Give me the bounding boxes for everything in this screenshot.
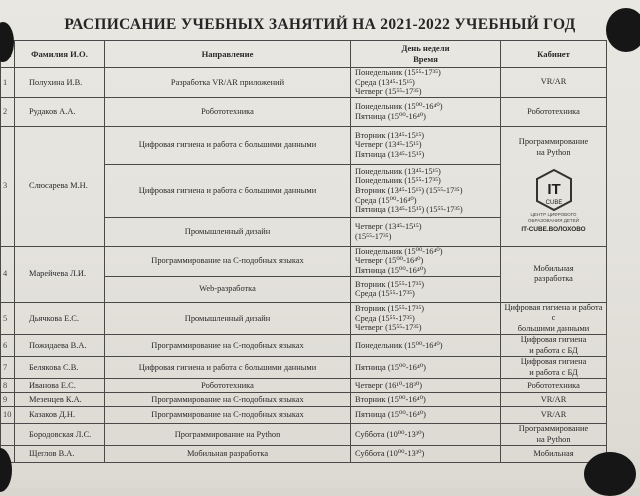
course-direction: Промышленный дизайн [105,217,351,246]
teacher-name: Марейчева Л.И. [15,246,105,302]
row-number [1,424,15,446]
header-day: День недели [401,43,450,53]
table-row [1,302,607,335]
teacher-name: Дьячкова Е.С. [15,302,105,335]
course-direction: Программирование на С-подобных языках [105,335,351,357]
time-slot: Понедельник (15⁵⁵-17³⁵) [355,176,441,186]
time-slot: Пятница (15⁰⁰-16⁴⁰) [355,111,426,121]
room-line: Цифровая гигиена и работа с [504,302,603,323]
table-row [1,68,607,98]
course-direction: Программирование на С-подобных языках [105,407,351,424]
time-slot: Пятница (15⁰⁰-16⁴⁰) [355,266,426,276]
time-slot: Вторник (13⁴⁵-15¹⁵) (15⁵⁵-17³⁵) [355,185,463,195]
teacher-name: Пожидаева В.А. [15,335,105,357]
room-cell [501,302,607,335]
course-direction: Программирование на С-подобных языках [105,246,351,276]
row-number: 5 [1,302,15,335]
row-number: 3 [1,126,15,246]
time-slot: Четверг (13⁴⁵-15¹⁵) [355,140,422,150]
day-time-cell [351,446,501,463]
course-direction: Робототехника [105,379,351,393]
logo-place-name: IT-CUBE.ВОЛОХОВО [521,225,586,233]
room-line: разработка [534,274,573,284]
table-row [1,393,607,407]
header-room: Кабинет [501,41,607,68]
time-slot: Понедельник (13⁴⁵-15¹⁵) [355,166,441,176]
time-slot: Четверг (13⁴⁵-15¹⁵) [355,222,422,232]
day-time-cell [351,357,501,379]
course-direction: Цифровая гигиена и работа с большими данными [105,357,351,379]
room-line: и работа с БД [529,367,578,377]
room-cell [501,424,607,446]
time-slot: Суббота (10⁰⁰-13³⁰) [355,429,425,439]
row-number: 1 [1,68,15,98]
room-cell [501,126,607,246]
time-slot: Суббота (10⁰⁰-13³⁰) [355,449,425,459]
room-cell: Робототехника [501,97,607,126]
teacher-name: Рудаков А.А. [15,97,105,126]
day-time-cell [351,379,501,393]
time-slot: (15⁵⁵-17³⁵) [355,231,392,241]
time-slot: Пятница (13⁴⁵-15¹⁵) (15⁵⁵-17³⁵) [355,205,463,215]
time-slot: Понедельник (15⁵⁵-17³⁵) [355,68,441,77]
time-slot: Среда (15⁵⁵-17³⁵) [355,313,415,323]
day-time-cell [351,407,501,424]
time-slot: Четверг (16¹⁰-18³⁰) [355,380,423,390]
time-slot: Среда (15⁰⁰-16⁴⁰) [355,195,417,205]
time-slot: Четверг (15⁵⁵-17³⁵) [355,87,422,97]
room-cell: Мобильная [501,446,607,463]
time-slot: Среда (13⁴⁵-15¹⁵) [355,77,415,87]
table-row [1,246,607,276]
day-time-cell [351,276,501,302]
course-direction: Web-разработка [105,276,351,302]
teacher-name: Иванова Е.С. [15,379,105,393]
time-slot: Вторник (13⁴⁵-15¹⁵) [355,130,425,140]
table-row [1,424,607,446]
time-slot: Четверг (15⁵⁵-17³⁵) [355,323,422,333]
course-direction: Цифровая гигиена и работа с большими данными [105,126,351,164]
row-number: 6 [1,335,15,357]
day-time-cell [351,126,501,164]
magnet-bottom-right [584,452,636,496]
header-time: Время [413,54,438,64]
magnet-top-right [606,8,640,52]
time-slot: Вторник (15⁵⁵-17³⁵) [355,304,425,314]
time-slot: Понедельник (15⁰⁰-16⁴⁰) [355,340,443,350]
day-time-cell [351,424,501,446]
time-slot: Четверг (15⁰⁰-16⁴⁰) [355,256,424,266]
table-row [1,357,607,379]
room-cell: VR/AR [501,393,607,407]
time-slot: Среда (15⁵⁵-17³⁵) [355,289,415,299]
logo-caption-line: ОБРАЗОВАНИЯ ДЕТЕЙ [527,217,580,223]
room-cell [501,357,607,379]
course-direction: Мобильная разработка [105,446,351,463]
row-number: 10 [1,407,15,424]
room-cell: Робототехника [501,379,607,393]
room-cell [501,335,607,357]
row-number: 9 [1,393,15,407]
it-cube-hexagon-icon [534,168,574,212]
table-row [1,97,607,126]
room-line: Программирование [518,137,589,147]
room-cell [501,246,607,302]
time-slot: Пятница (15⁰⁰-16⁴⁰) [355,410,426,420]
teacher-name: Слюсарева М.Н. [15,126,105,246]
schedule-body [1,68,607,463]
header-direction: Направление [105,41,351,68]
course-direction: Разработка VR/AR приложений [105,68,351,98]
room-line: на Python [536,434,571,444]
day-time-cell [351,164,501,217]
time-slot: Пятница (15⁰⁰-16⁴⁰) [355,362,426,372]
teacher-name: Белякова С.В. [15,357,105,379]
teacher-name: Бородовская Л.С. [15,424,105,446]
teacher-name: Мезенцев К.А. [15,393,105,407]
time-slot: Понедельник (15⁰⁰-16⁴⁰) [355,102,443,112]
room-line: Цифровая гигиена [520,357,587,367]
table-row [1,335,607,357]
room-line: на Python [536,147,571,157]
table-row [1,379,607,393]
it-cube-logo [503,158,604,235]
room-line: Программирование [518,424,589,434]
day-time-cell [351,246,501,276]
room-cell: VR/AR [501,68,607,98]
table-row [1,446,607,463]
row-number: 7 [1,357,15,379]
day-time-cell [351,97,501,126]
table-row [1,407,607,424]
row-number: 2 [1,97,15,126]
table-header-row [1,41,607,68]
header-name: Фамилия И.О. [15,41,105,68]
room-line: большими данными [517,323,590,333]
day-time-cell [351,302,501,335]
teacher-name: Казаков Д.Н. [15,407,105,424]
time-slot: Пятница (13⁴⁵-15¹⁵) [355,150,425,160]
time-slot: Вторник (15⁰⁰-16⁴⁰) [355,394,426,404]
logo-caption-line: ЦЕНТР ЦИФРОВОГО [530,212,577,218]
room-line: Цифровая гигиена [520,335,587,345]
teacher-name: Щеглов В.А. [15,446,105,463]
day-time-cell [351,393,501,407]
logo-sub: CUBE [545,200,562,207]
course-direction: Цифровая гигиена и работа с большими данными [105,164,351,217]
page-title: РАСПИСАНИЕ УЧЕБНЫХ ЗАНЯТИЙ НА 2021-2022 УЧЕБНЫЙ ГОД [64,16,576,33]
logo-letters: IT [546,181,561,199]
course-direction: Программирование на С-подобных языках [105,393,351,407]
room-line: и работа с БД [529,345,578,355]
time-slot: Вторник (15⁵⁵-17³⁵) [355,279,425,289]
course-direction: Промышленный дизайн [105,302,351,335]
row-number: 8 [1,379,15,393]
row-number: 4 [1,246,15,302]
day-time-cell [351,217,501,246]
course-direction: Робототехника [105,97,351,126]
course-direction: Программирование на Python [105,424,351,446]
table-row [1,126,607,164]
teacher-name: Полухина И.В. [15,68,105,98]
room-cell: VR/AR [501,407,607,424]
day-time-cell [351,68,501,98]
schedule-table [0,40,607,463]
time-slot: Понедельник (15⁰⁰-16⁴⁰) [355,246,443,256]
day-time-cell [351,335,501,357]
room-line: Мобильная [533,263,574,273]
header-day-time [351,41,501,68]
